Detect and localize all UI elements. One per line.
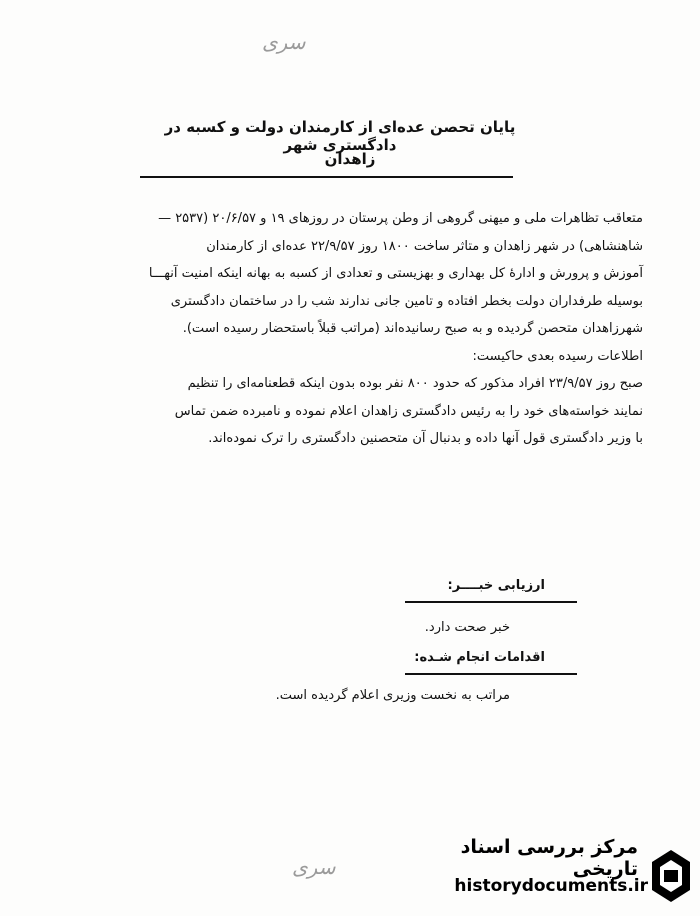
body-line: بوسیله طرفداران دولت بخطر افتاده و تامین جانی ندارند شب را در ساختمان دادگستری	[170, 293, 643, 309]
watermark-url: historydocuments.ir	[454, 876, 648, 896]
actions-label: اقدامات انجام شـده:	[414, 650, 545, 665]
classification-stamp-bottom: سری	[292, 855, 336, 879]
watermark-title: مرکز بررسی اسناد تاریخی	[460, 836, 638, 880]
body-line: صبح روز ۲۳/۹/۵۷ افراد مذکور که حدود ۸۰۰ نفر بوده بدون اینکه قطعنامه‌ای را تنظیم	[187, 376, 643, 391]
archive-logo-icon	[648, 846, 694, 910]
body-line: شاهنشاهی) در شهر زاهدان و متاثر ساخت ۱۸۰۰ روز ۲۲/۹/۵۷ عده‌ای از کارمندان	[206, 238, 643, 254]
watermark-logo	[408, 836, 698, 914]
body-line: با وزیر دادگستری قول آنها داده و بدنبال آن متحصنین دادگستری را ترک نموده‌اند.	[208, 431, 643, 446]
body-line: متعاقب تظاهرات ملی و میهنی گروهی از وطن پرستان در روزهای ۱۹ و ۲۰/۶/۵۷ (۲۵۳۷ —	[158, 211, 643, 226]
review-underline	[405, 601, 577, 603]
review-text: خبر صحت دارد.	[424, 620, 510, 635]
title-underline	[140, 176, 513, 178]
review-label: ارزیابی خبــــر:	[447, 578, 545, 593]
actions-underline	[405, 673, 577, 675]
body-line: شهرزاهدان متحصن گردیده و به صبح رسانیده‌اند (مراتب قبلاً باستحضار رسیده است).	[182, 321, 643, 336]
body-line: اطلاعات رسیده بعدی حاکیست:	[472, 348, 643, 364]
classification-stamp-top: سری	[262, 30, 306, 54]
body-line: آموزش و پرورش و ادارهٔ کل بهداری و بهزیستی و تعدادی از کسبه به بهانه اینکه امنیت آنهـــا	[148, 266, 643, 281]
document-body	[95, 205, 643, 453]
document-title: پایان تحصن عده‌ای از کارمندان دولت و کسبه در دادگستری شهر	[164, 118, 516, 154]
document-subtitle: زاهدان	[324, 150, 376, 168]
actions-text: مراتب به نخست وزیری اعلام گردیده است.	[275, 688, 510, 703]
body-line: نمایند خواسته‌های خود را به رئیس دادگستری زاهدان اعلام نموده و نامبرده ضمن تماس	[174, 403, 643, 419]
